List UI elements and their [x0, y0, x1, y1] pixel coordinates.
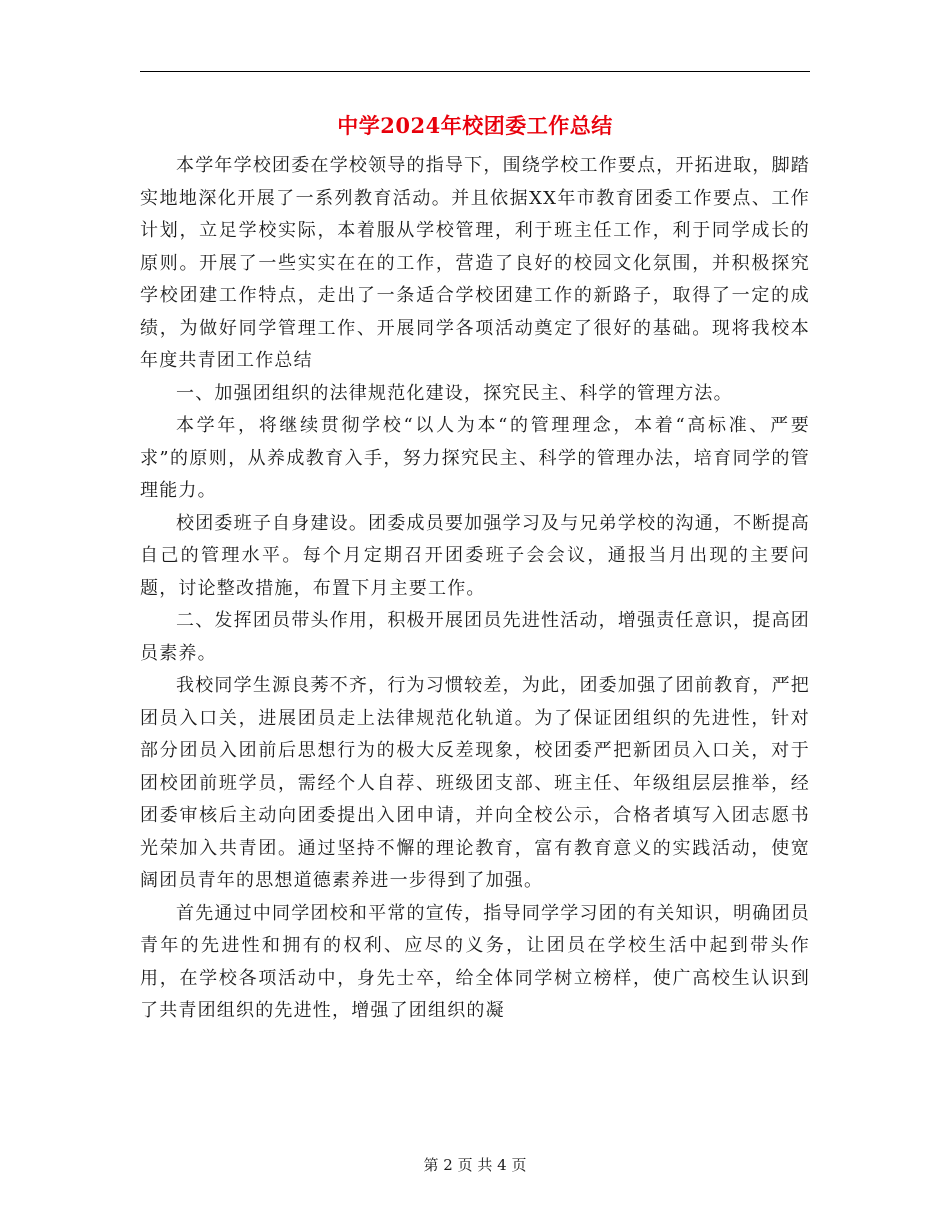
paragraph-management-concept: 本学年，将继续贯彻学校“以人为本“的管理理念，本着“高标准、严要求”的原则，从养成教育入手，努力探究民主、科学的管理办法，培育同学的管理能力。 [140, 415, 810, 501]
paragraph-member-education: 首先通过中同学团校和平常的宣传，指导同学学习团的有关知识，明确团员青年的先进性和拥有的权利、应尽的义务，让团员在学校生活中起到带头作用，在学校各项活动中，身先士卒，给全体同学树立榜样，使广高校生认识到了共青团组织的先进性，增强了团组织的凝 [140, 902, 810, 1021]
document-body [140, 150, 810, 1028]
paragraph-intro: 本学年学校团委在学校领导的指导下，围绕学校工作要点，开拓进取，脚踏实地地深化开展了一系列教育活动。并且依据XX年市教育团委工作要点、工作计划，立足学校实际，本着服从学校管理，利于班主任工作，利于同学成长的原则。开展了一些实实在在的工作，营造了良好的校园文化氛围，并积极探究学校团建工作特点，走出了一条适合学校团建工作的新路子，取得了一定的成绩，为做好同学管理工作、开展同学各项活动奠定了很好的基础。现将我校本年度共青团工作总结 [140, 155, 810, 371]
page-footer: 第 2 页 共 4 页 [423, 1156, 527, 1174]
header-rule [140, 71, 810, 72]
document-title: 中学2024年校团委工作总结 [337, 113, 613, 138]
section-heading-2: 二、发挥团员带头作用，积极开展团员先进性活动，增强责任意识，提高团员素养。 [140, 610, 810, 664]
paragraph-committee-building: 校团委班子自身建设。团委成员要加强学习及与兄弟学校的沟通，不断提高自己的管理水平。每个月定期召开团委班子会会议，通报当月出现的主要问题，讨论整改措施，布置下月主要工作。 [140, 512, 810, 599]
section-heading-1: 一、加强团组织的法律规范化建设，探究民主、科学的管理方法。 [176, 382, 733, 404]
paragraph-member-admission: 我校同学生源良莠不齐，行为习惯较差，为此，团委加强了团前教育，严把团员入口关，进展团员走上法律规范化轨道。为了保证团组织的先进性，针对部分团员入团前后思想行为的极大反差现象，校团委严把新团员入口关，对于团校团前班学员，需经个人自荐、班级团支部、班主任、年级组层层推举，经团委审核后主动向团委提出入团申请，并向全校公示，合格者填写入团志愿书光荣加入共青团。通过坚持不懈的理论教育，富有教育意义的实践活动，使宽阔团员青年的思想道德素养进一步得到了加强。 [140, 675, 810, 891]
